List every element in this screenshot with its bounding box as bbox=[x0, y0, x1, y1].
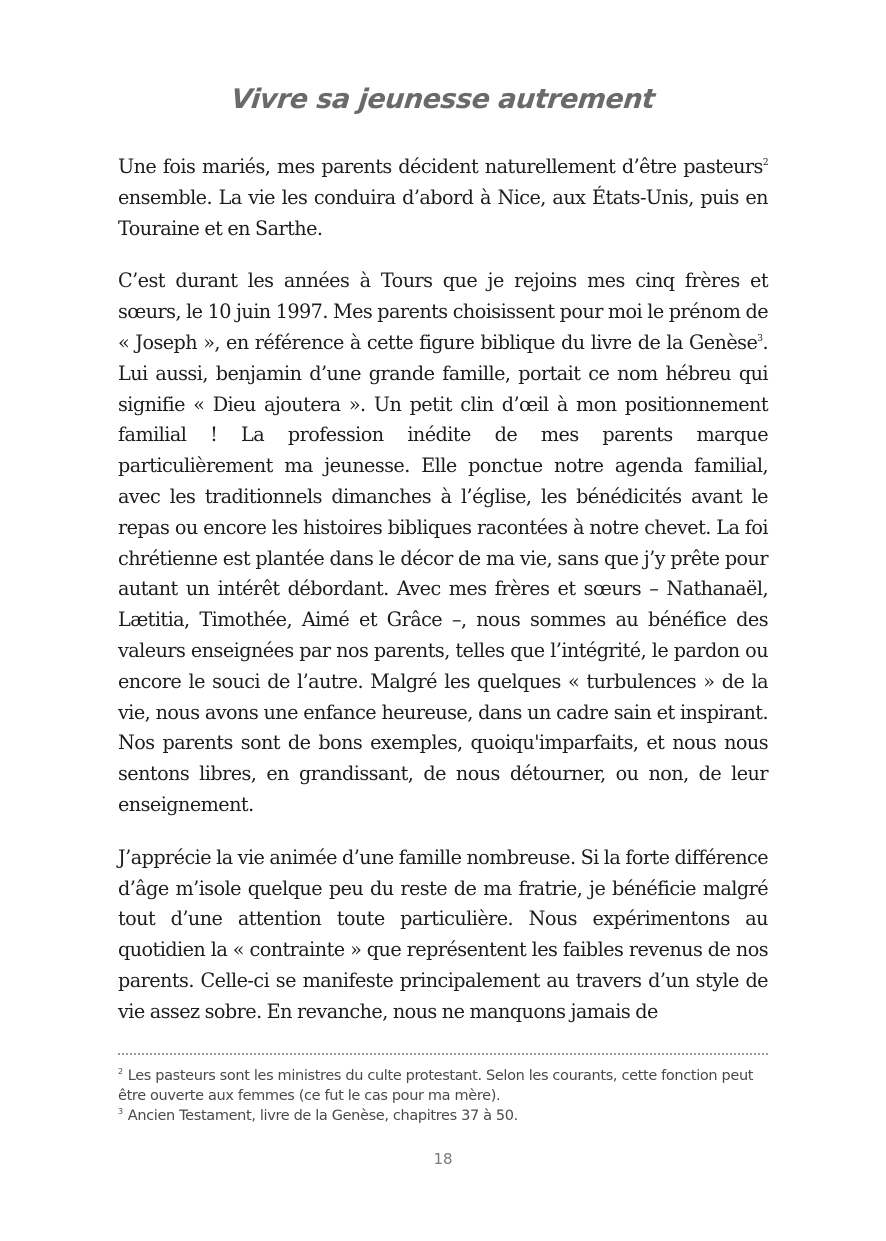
page-number: 18 bbox=[433, 1150, 453, 1168]
footnote-reference: 2 bbox=[762, 158, 768, 168]
paragraph bbox=[118, 266, 768, 820]
footnote-reference: 3 bbox=[757, 333, 763, 344]
footnote-text: Les pasteurs sont les ministres du culte protestant. Selon les courants, cette fonction peut être ouverte aux femmes (ce fut le cas pour ma mère). bbox=[118, 1068, 754, 1104]
footnote-divider bbox=[118, 1053, 768, 1055]
footnotes bbox=[118, 1066, 768, 1126]
footnote bbox=[118, 1106, 768, 1126]
running-title: Vivre sa jeunesse autrement bbox=[229, 84, 657, 115]
footnote-text: Ancien Testament, livre de la Genèse, chapitres 37 à 50. bbox=[127, 1108, 518, 1124]
paragraph bbox=[118, 152, 768, 244]
footnote-mark: 3 bbox=[118, 1107, 123, 1116]
paragraph-text: Une fois mariés, mes parents décident naturellement d’être pasteurs bbox=[118, 155, 763, 178]
body-text bbox=[118, 152, 768, 1050]
paragraph-text: J’apprécie la vie animée d’une famille nombreuse. Si la forte différence d’âge m’isole quelque peu du reste de ma fratrie, je bénéficie malgré tout d’une attention toute particulière. Nous expérimentons au quotidien la « contrainte » que représentent les faibles revenus de nos parents. Celle-ci se manifeste principalement au travers d’un style de vie assez sobre. En revanche, nous ne manquons jamais de bbox=[118, 845, 768, 1023]
footnote-mark: 2 bbox=[118, 1067, 123, 1076]
paragraph-text: ensemble. La vie les conduira d’abord à Nice, aux États-Unis, puis en Touraine et en Sarthe. bbox=[118, 185, 768, 240]
paragraph bbox=[118, 843, 768, 1028]
paragraph-text: C’est durant les années à Tours que je rejoins mes cinq frères et sœurs, le 10 juin 1997. Mes parents choisissent pour moi le prénom de « Joseph », en référence à cette figure biblique du livre de la Genèse bbox=[118, 269, 768, 354]
footnote bbox=[118, 1066, 768, 1106]
paragraph-text: . Lui aussi, benjamin d’une grande famille, portait ce nom hébreu qui signifie « Dieu ajoutera ». Un petit clin d’œil à mon positionnement familial ! La profession inédite de mes parents marque particulièrement ma jeunesse. Elle ponctue notre agenda familial, avec les traditionnels dimanches à l’église, les bénédicités avant le repas ou encore les histoires bibliques racontées à notre chevet. La foi chrétienne est plantée dans le décor de ma vie, sans que j’y prête pour autant un intérêt débordant. Avec mes frères et sœurs – Nathanaël, Lætitia, Timothée, Aimé et Grâce –, nous sommes au bénéfice des valeurs enseignées par nos parents, telles que l’intégrité, le pardon ou encore le souci de l’autre. Malgré les quelques « turbulences » de la vie, nous avons une enfance heureuse, dans un cadre sain et inspirant. Nos parents sont de bons exemples, quoiqu'imparfaits, et nous nous sentons libres, en grandissant, de nous détourner, ou non, de leur enseignement. bbox=[118, 330, 768, 816]
